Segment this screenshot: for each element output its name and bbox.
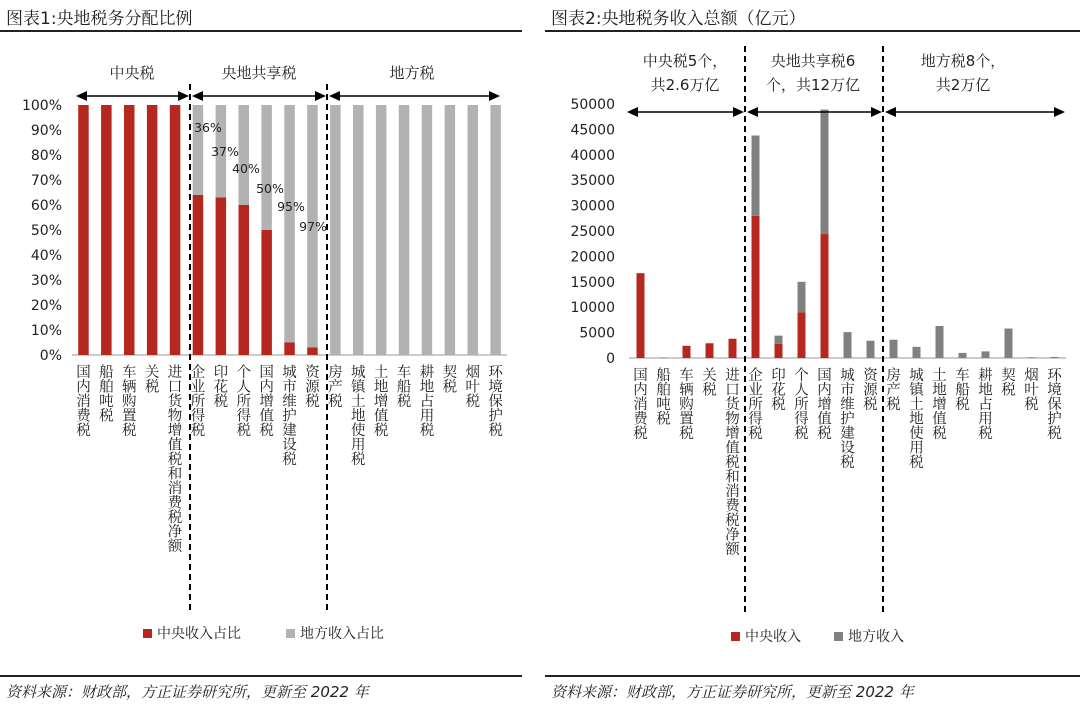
figure1-panel — [0, 0, 522, 706]
y-tick-label: 40000 — [570, 147, 615, 164]
bar-central-share — [147, 105, 158, 355]
x-tick-label: 企业所得税 — [190, 364, 206, 439]
bar-local-share — [261, 105, 272, 230]
legend-swatch-central — [143, 629, 152, 638]
bar-local-revenue — [775, 336, 783, 344]
group-annotation: 地方税8个， — [920, 52, 1006, 70]
bar-local-share — [284, 105, 295, 343]
y-tick-label: 10000 — [570, 300, 615, 317]
bar-central-share — [78, 105, 89, 355]
bar-local-revenue — [1051, 357, 1059, 358]
central-group-arrow-right-head — [733, 107, 744, 117]
figure2-chart — [545, 0, 1080, 675]
bar-local-revenue — [890, 340, 898, 358]
bar-central-share — [284, 343, 295, 356]
x-tick-label: 资源税 — [863, 367, 878, 413]
bar-local-share — [193, 105, 204, 195]
y-tick-label: 70% — [30, 173, 62, 189]
data-label: 40% — [232, 161, 260, 176]
bar-local-revenue — [752, 135, 760, 215]
y-tick-label: 60% — [30, 198, 62, 214]
legend-label-local: 地方收入 — [848, 629, 904, 645]
y-tick-label: 40% — [30, 248, 62, 264]
y-tick-label: 20% — [30, 298, 62, 314]
x-tick-label: 土地增值税 — [932, 367, 947, 442]
local-group-arrow-right-head — [1054, 107, 1065, 117]
x-tick-label: 个人所得税 — [236, 364, 251, 439]
x-tick-label: 企业所得税 — [748, 367, 763, 442]
legend-swatch-local — [834, 632, 843, 641]
bar-local-revenue — [798, 282, 806, 312]
group-annotation: 个，共12万亿 — [765, 76, 861, 94]
shared-group-arrow-right-head — [315, 91, 326, 101]
x-tick-label: 城市维护建设税 — [840, 367, 855, 471]
bar-central-share — [216, 198, 227, 356]
figure1-title: 图表1:央地税务分配比例 — [6, 9, 193, 29]
bar-central-share — [307, 348, 318, 356]
y-tick-label: 10% — [30, 323, 62, 339]
x-tick-label: 烟叶税 — [1024, 367, 1039, 413]
data-label: 50% — [256, 181, 284, 196]
shared-group-arrow-right-head — [871, 107, 882, 117]
y-tick-label: 15000 — [570, 274, 615, 291]
legend-label-central: 中央收入 — [745, 629, 801, 645]
x-tick-label: 资源税 — [305, 364, 320, 410]
x-tick-label: 国内增值税 — [817, 367, 832, 442]
central-group-arrow-right-head — [178, 91, 189, 101]
x-tick-label: 环境保护税 — [488, 364, 503, 439]
y-tick-label: 50% — [30, 223, 62, 239]
bar-local-share — [445, 105, 456, 355]
y-tick-label: 30% — [30, 273, 62, 289]
data-label: 36% — [194, 120, 222, 135]
data-label: 97% — [299, 219, 327, 234]
bar-local-revenue — [959, 353, 967, 358]
bar-local-revenue — [867, 341, 875, 358]
x-tick-label: 进口货物增值税和消费税净额 — [167, 364, 183, 555]
bar-local-revenue — [1028, 357, 1036, 358]
y-tick-label: 90% — [30, 123, 62, 139]
y-tick-label: 30000 — [570, 198, 615, 215]
bar-local-revenue — [936, 326, 944, 358]
shared-group-arrow-left-head — [747, 107, 758, 117]
figure1-source: 资料来源：财政部，方正证券研究所，更新至 2022 年 — [6, 683, 369, 701]
group-annotation: 中央税5个， — [642, 52, 728, 70]
bar-central-revenue — [729, 339, 737, 358]
y-tick-label: 50000 — [570, 97, 615, 113]
bar-local-revenue — [844, 332, 852, 358]
bar-central-share — [124, 105, 135, 355]
x-tick-label: 环境保护税 — [1047, 367, 1062, 442]
bar-central-revenue — [706, 343, 714, 358]
group-annotation: 共2万亿 — [935, 76, 991, 94]
y-tick-label: 25000 — [570, 224, 615, 240]
x-tick-label: 房产税 — [328, 364, 343, 410]
x-tick-label: 土地增值税 — [373, 364, 389, 439]
local-group-arrow-left-head — [329, 91, 340, 101]
x-tick-label: 关税 — [144, 364, 160, 396]
y-tick-label: 35000 — [570, 173, 615, 190]
bar-central-revenue — [798, 312, 806, 358]
figure1-bottom-rule — [0, 675, 522, 677]
group-annotation: 央地共享税6 — [770, 52, 856, 70]
x-tick-label: 个人所得税 — [794, 367, 809, 442]
bar-local-share — [353, 105, 364, 355]
x-tick-label: 印花税 — [213, 364, 229, 410]
x-tick-label: 城镇土地使用税 — [351, 364, 366, 468]
group-label-central: 中央税 — [109, 64, 155, 82]
bar-local-revenue — [1005, 329, 1013, 358]
x-tick-label: 烟叶税 — [465, 364, 480, 410]
legend-label-central: 中央收入占比 — [157, 626, 241, 642]
central-group-arrow-left-head — [627, 107, 638, 117]
x-tick-label: 城市维护建设税 — [282, 364, 297, 468]
group-label-local: 地方税 — [389, 64, 435, 82]
bar-local-share — [399, 105, 410, 355]
x-tick-label: 耕地占用税 — [419, 364, 435, 439]
figure2-bottom-rule — [545, 675, 1080, 677]
bar-central-share — [101, 105, 112, 355]
figure1-chart — [0, 0, 522, 675]
bar-central-revenue — [637, 273, 645, 358]
y-tick-label: 100% — [21, 98, 62, 114]
data-label: 95% — [277, 199, 305, 214]
bar-central-share — [170, 105, 181, 355]
data-label: 37% — [211, 144, 239, 159]
legend-swatch-local — [286, 629, 295, 638]
legend-label-local: 地方收入占比 — [300, 626, 384, 642]
y-tick-label: 80% — [30, 148, 62, 164]
x-tick-label: 契税 — [442, 364, 458, 396]
local-group-arrow-right-head — [489, 91, 500, 101]
y-tick-label: 0 — [606, 351, 615, 367]
bar-central-share — [239, 205, 250, 355]
x-tick-label: 国内增值税 — [259, 364, 274, 439]
y-tick-label: 20000 — [570, 249, 615, 266]
bar-central-share — [261, 230, 272, 355]
bar-local-share — [330, 105, 341, 355]
bar-central-revenue — [821, 234, 829, 358]
x-tick-label: 车辆购置税 — [679, 367, 694, 442]
x-tick-label: 船舶吨税 — [99, 364, 114, 425]
x-tick-label: 国内消费税 — [633, 367, 648, 442]
figure2-title: 图表2:央地税务收入总额（亿元） — [551, 9, 806, 29]
bar-local-share — [239, 105, 250, 205]
bar-local-share — [376, 105, 387, 355]
bar-central-revenue — [775, 344, 783, 358]
y-tick-label: 45000 — [570, 122, 615, 139]
y-tick-label: 5000 — [579, 325, 615, 342]
x-tick-label: 关税 — [702, 367, 717, 399]
y-tick-label: 0% — [39, 348, 62, 364]
x-tick-label: 车船税 — [955, 367, 970, 413]
central-group-arrow-left-head — [76, 91, 87, 101]
bar-central-revenue — [752, 216, 760, 358]
x-tick-label: 进口货物增值税和消费税净额 — [725, 367, 740, 558]
x-tick-label: 船舶吨税 — [656, 367, 671, 428]
figure2-source: 资料来源：财政部，方正证券研究所，更新至 2022 年 — [551, 683, 914, 701]
bar-local-revenue — [982, 351, 990, 358]
x-tick-label: 城镇土地使用税 — [909, 367, 924, 471]
local-group-arrow-left-head — [885, 107, 896, 117]
bar-local-share — [468, 105, 479, 355]
legend-swatch-central — [731, 632, 740, 641]
bar-local-share — [490, 105, 501, 355]
figure2-panel — [545, 0, 1080, 706]
x-tick-label: 车辆购置税 — [122, 364, 137, 439]
bar-central-share — [193, 195, 204, 355]
bar-local-revenue — [913, 347, 921, 358]
group-annotation: 共2.6万亿 — [650, 76, 720, 94]
x-tick-label: 国内消费税 — [76, 364, 91, 439]
bar-central-revenue — [683, 346, 691, 358]
x-tick-label: 契税 — [1001, 367, 1016, 399]
bar-local-share — [422, 105, 433, 355]
x-tick-label: 车船税 — [396, 364, 412, 410]
bar-local-revenue — [821, 110, 829, 234]
x-tick-label: 房产税 — [886, 367, 901, 413]
shared-group-arrow-left-head — [192, 91, 203, 101]
x-tick-label: 印花税 — [771, 367, 786, 413]
x-tick-label: 耕地占用税 — [978, 367, 993, 442]
group-label-shared: 央地共享税 — [221, 64, 297, 82]
